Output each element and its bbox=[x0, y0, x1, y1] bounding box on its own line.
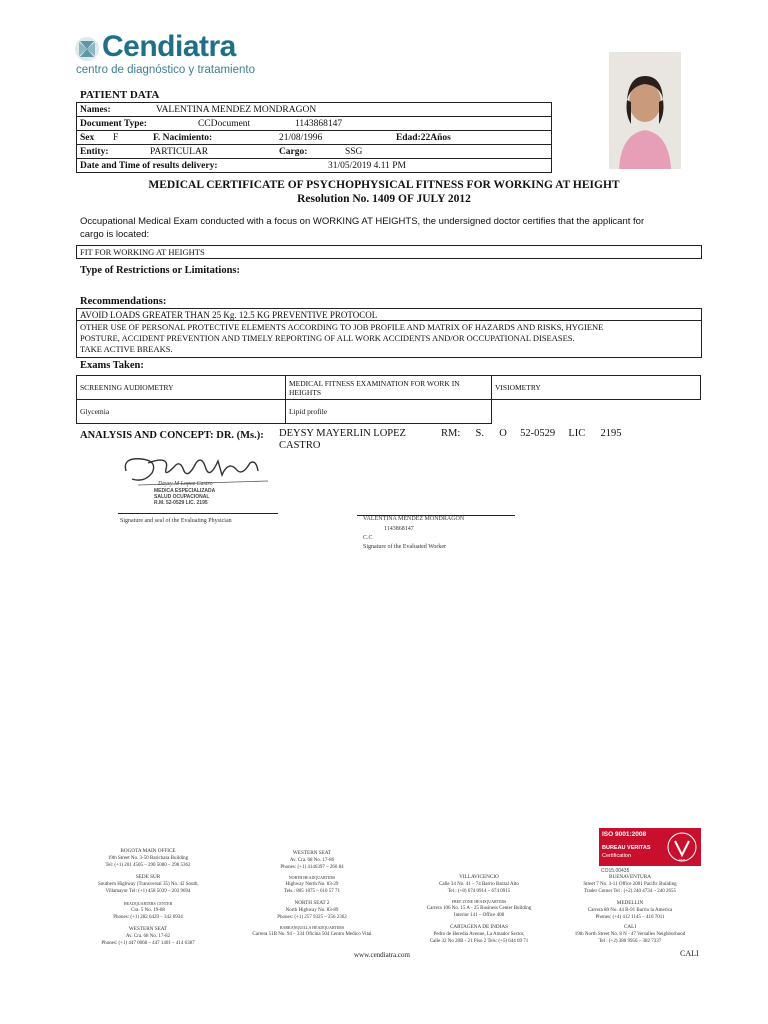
footer-city: CALI bbox=[680, 949, 699, 958]
names-label: Names: bbox=[77, 103, 150, 117]
doctor-name bbox=[279, 428, 406, 452]
exam-item: Lipid profile bbox=[286, 400, 492, 424]
sex-value: F bbox=[113, 132, 119, 143]
logo-mark-icon bbox=[74, 36, 100, 62]
intro-text bbox=[80, 215, 660, 241]
iso-certification-badge bbox=[599, 828, 701, 866]
recommendation-2-line-1: OTHER USE OF PERSONAL PROTECTIVE ELEMENTS ACCORDING TO JOB PROFILE AND MATRIX OF HAZARDS AND RISKS, HYGIENE bbox=[80, 322, 604, 332]
rm-s: S. bbox=[475, 428, 484, 439]
lic-number: 2195 bbox=[600, 428, 622, 439]
registration-info bbox=[441, 428, 622, 439]
physician-signature-icon bbox=[118, 449, 278, 509]
logo-name: Cendiatra bbox=[102, 30, 236, 63]
restrictions-title: Type of Restrictions or Limitations: bbox=[80, 265, 241, 276]
fitness-result: FIT FOR WORKING AT HEIGHTS bbox=[76, 245, 702, 259]
sex-label: Sex bbox=[80, 132, 95, 143]
names-value: VALENTINA MENDEZ MONDRAGON bbox=[150, 103, 552, 117]
doc-number-value: 1143868147 bbox=[294, 118, 343, 129]
doc-type-value: CCDocument bbox=[197, 118, 251, 129]
exam-item: VISIOMETRY bbox=[492, 376, 701, 400]
doc-type-row bbox=[150, 117, 552, 131]
certificate-title: MEDICAL CERTIFICATE OF PSYCHOPHYSICAL FITNESS FOR WORKING AT HEIGHT bbox=[148, 179, 620, 191]
svg-text:1828: 1828 bbox=[678, 858, 686, 862]
svg-text:SALUD OCUPACIONAL: SALUD OCUPACIONAL bbox=[154, 494, 210, 500]
recommendation-1: AVOID LOADS GREATER THAN 25 Kg. 12.5 KG PREVENTIVE PROTOCOL bbox=[76, 308, 702, 321]
svg-text:R.M. 52-0529 LIC. 2195: R.M. 52-0529 LIC. 2195 bbox=[154, 500, 208, 506]
patient-photo-icon bbox=[609, 52, 681, 169]
cert-word: Certification bbox=[602, 853, 632, 859]
birth-value: 21/08/1996 bbox=[276, 131, 342, 145]
entity-label: Entity: bbox=[77, 145, 150, 159]
logo-tagline: centro de diagnóstico y tratamiento bbox=[76, 64, 255, 76]
svg-text:Deysy M Lopez Castro: Deysy M Lopez Castro bbox=[158, 481, 213, 487]
entity-value: PARTICULAR bbox=[150, 145, 276, 159]
doc-type-label: Document Type: bbox=[77, 117, 150, 131]
analysis-label: ANALYSIS AND CONCEPT: DR. (Ms.): bbox=[80, 430, 264, 441]
intro-line-1: Occupational Medical Exam conducted with a focus on WORKING AT HEIGHTS, the undersigned doctor certifies that the applicant for bbox=[80, 216, 645, 227]
bureau-veritas-seal-icon bbox=[667, 831, 697, 863]
footer-office: SEDE SUR Southern Highway (Transversal 35) No. 42 South, Villamayor Tel: (+1) 458 5039 – 203 9694 bbox=[98, 874, 199, 894]
exams-title: Exams Taken: bbox=[80, 360, 144, 371]
doctor-name-line-2: CASTRO bbox=[279, 440, 321, 451]
recommendations-title: Recommendations: bbox=[80, 296, 167, 307]
birth-label: F. Nacimiento: bbox=[150, 131, 276, 145]
svg-text:MEDICA ESPECIALIZADA: MEDICA ESPECIALIZADA bbox=[154, 488, 216, 494]
footer-office: FREE ZONE HEADQUARTERS Carrera 106 No. 15 A - 25 Business Center Building Interior 141 – Office 408 bbox=[426, 899, 532, 918]
recommendation-2-line-2: POSTURE, ACCIDENT PREVENTION AND TIMELY REPORTING OF ALL WORK ACCIDENTS AND/OR OCCUPATIONAL DISEASES. bbox=[80, 333, 575, 343]
cert-org: BUREAU VERITAS bbox=[602, 845, 651, 851]
physician-signature-caption: Signature and seal of the Evaluating Physician bbox=[120, 518, 232, 524]
patient-data-table bbox=[76, 102, 552, 173]
cendiatra-logo bbox=[74, 30, 274, 82]
intro-line-2: cargo is located: bbox=[80, 229, 150, 240]
rm-number: 52-0529 bbox=[520, 428, 556, 439]
cert-title: ISO 9001:2008 bbox=[602, 831, 647, 838]
footer-office: BOGOTA MAIN OFFICE 19th Street No. 3-50 Barichara Building Tel: (+1) 201 4505 – 290 5000 – 296 5362 bbox=[105, 848, 191, 868]
rm-o: O bbox=[499, 428, 507, 439]
exams-table bbox=[76, 375, 701, 424]
delivery-label: Date and Time of results delivery: bbox=[77, 159, 276, 173]
physician-signature-line bbox=[118, 513, 278, 514]
footer-office: NORTH HEADQUARTERS Highway North No. 83-29 Tels.: 805 1875 – 610 57 71 bbox=[284, 875, 340, 894]
doctor-name-line-1: DEYSY MAYERLIN LOPEZ bbox=[279, 428, 406, 439]
worker-doc: 1143868147 bbox=[384, 526, 414, 532]
recommendation-2-line-3: TAKE ACTIVE BREAKS. bbox=[80, 344, 173, 354]
exam-item: SCREENING AUDIOMETRY bbox=[77, 376, 286, 400]
footer-office: WESTERN SEAT Av. Cra. 68 No. 17-86 Phones: (+1) 4146397 – 260 84 bbox=[280, 850, 344, 870]
patient-data-title: PATIENT DATA bbox=[80, 89, 160, 101]
footer-office: WESTERN SEAT Av. Cra. 68 No. 17-82 Phones: (+1) 447 0068 – 447 1401 – 414 6387 bbox=[101, 926, 195, 946]
age-value: Edad:22Años bbox=[342, 131, 552, 145]
rm-label: RM: bbox=[441, 428, 461, 439]
exam-empty-cell bbox=[492, 400, 701, 424]
website-link[interactable]: www.cendiatra.com bbox=[354, 951, 410, 959]
exam-item: Glycemia bbox=[77, 400, 286, 424]
footer-office: CARTAGENA DE INDIAS Pedro de Heredia Avenue, La Amador Sector, Calle 32 No 20B - 21 Piso 2 Tels: (+5) 644 69 71 bbox=[429, 924, 529, 944]
cargo-label: Cargo: bbox=[276, 145, 342, 159]
exam-item: MEDICAL FITNESS EXAMINATION FOR WORK IN HEIGHTS bbox=[286, 376, 492, 400]
worker-cc: C.C bbox=[363, 535, 373, 541]
cargo-value: SSG bbox=[342, 145, 552, 159]
delivery-value: 31/05/2019 4.11 PM bbox=[276, 159, 552, 173]
footer-office: HEADQUARTERS CENTER Cra. 5 No. 19-08 Phones: (+1) 282 6429 – 342 6934 bbox=[113, 901, 183, 920]
recommendations-box bbox=[76, 308, 702, 358]
worker-signature-caption: Signature of the Evaluated Worker bbox=[363, 544, 447, 550]
sex-row bbox=[77, 131, 150, 145]
certificate-resolution: Resolution No. 1409 OF JULY 2012 bbox=[297, 193, 471, 205]
footer-office: VILLAVICENCIO Calle 34 No. 41 – 74 Barrio Barzal Alto Tel.: (+8) 674 0914 – 674 0915 bbox=[439, 874, 519, 894]
footer-office: MEDELLIN Carrera 80 No. 44 B-91 Barrio la America Phones: (+4) 412 1145 – 416 7011 bbox=[587, 900, 673, 920]
footer-office: CALI 19th North Street No. 8 N - 47 Versalles Neighborhood Tel : (+2) 380 9956 – 382 7337 bbox=[574, 924, 686, 944]
footer-office: BARRANQUILLA HEADQUARTERS Carrera 51B No. 94 – 334 Oficina 504 Centro Medico Vital bbox=[252, 925, 372, 937]
recommendation-2 bbox=[76, 321, 702, 358]
cert-code: CO15.00435 bbox=[601, 868, 630, 874]
lic-label: LIC bbox=[568, 428, 586, 439]
worker-name: VALENTINA MENDEZ MONDRAGON bbox=[363, 516, 465, 522]
patient-photo bbox=[609, 52, 681, 169]
footer-office: BUENAVENTURA Street 7 No. 3-11 Office 2001 Pacific Building Trader Corner Tel : (+2) 240 4734 – 240 2655 bbox=[583, 874, 677, 894]
footer-office: NORTH SEAT 2 North Highway No. 83-89 Phones: (+1) 257 9325 – 256 2362 bbox=[277, 900, 347, 920]
